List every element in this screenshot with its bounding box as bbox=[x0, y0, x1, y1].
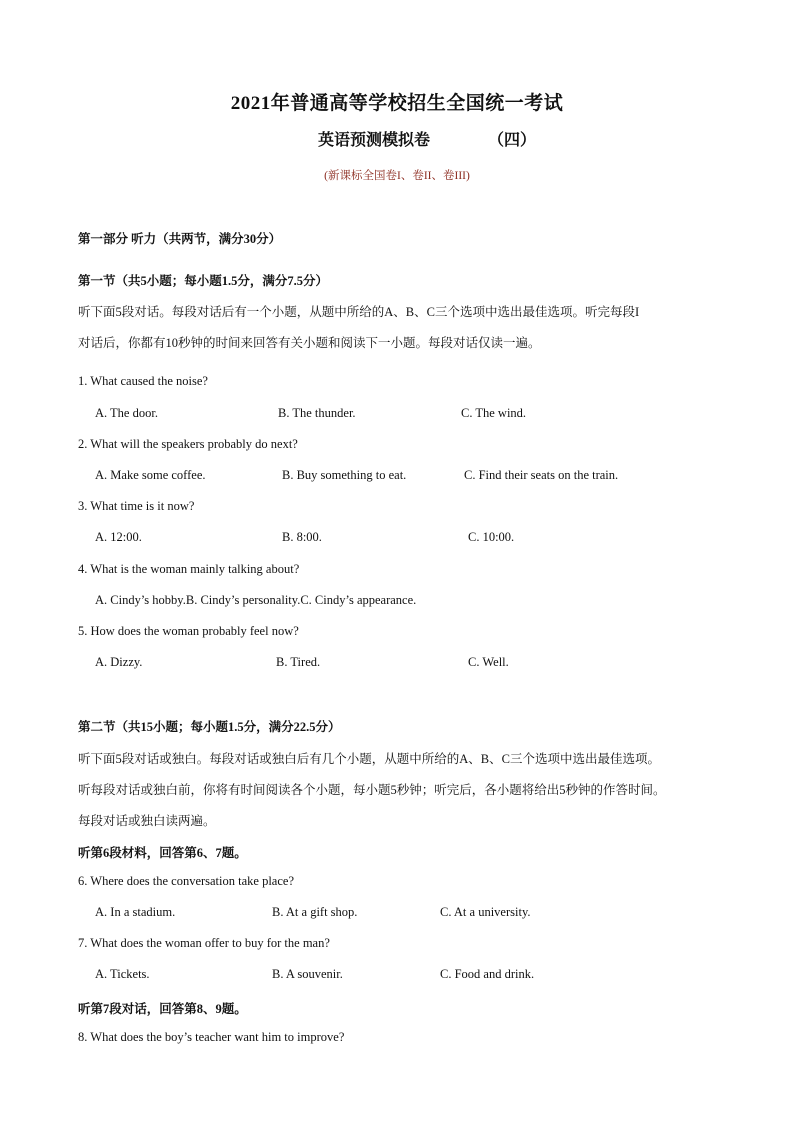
q5-option-c: C. Well. bbox=[468, 655, 509, 669]
section1-instruction-line1: 听下面5段对话。每段对话后有一个小题，从题中所给的A、B、C三个选项中选出最佳选项。听完每段I bbox=[78, 305, 640, 319]
q6-option-c: C. At a university. bbox=[440, 905, 531, 919]
q6-option-a: A. In a stadium. bbox=[95, 905, 176, 919]
question-2: 2. What will the speakers probably do next? bbox=[78, 437, 298, 451]
question-3: 3. What time is it now? bbox=[78, 499, 195, 513]
q2-option-b: B. Buy something to eat. bbox=[282, 468, 407, 482]
q7-option-c: C. Food and drink. bbox=[440, 967, 535, 981]
q1-option-b: B. The thunder. bbox=[278, 406, 356, 420]
q3-option-a: A. 12:00. bbox=[95, 530, 142, 544]
q6-option-b: B. At a gift shop. bbox=[272, 905, 358, 919]
q5-option-b: B. Tired. bbox=[276, 655, 321, 669]
q7-option-a: A. Tickets. bbox=[95, 967, 150, 981]
q2-option-c: C. Find their seats on the train. bbox=[464, 468, 619, 482]
section2-instruction-line2: 听每段对话或独白前，你将有时间阅读各个小题，每小题5秒钟；听完后，各小题将给出5秒钟的作答时间。 bbox=[78, 783, 666, 797]
question-5: 5. How does the woman probably feel now? bbox=[78, 624, 299, 638]
q1-option-c: C. The wind. bbox=[461, 406, 527, 420]
question-1: 1. What caused the noise? bbox=[78, 374, 208, 388]
section1-heading: 第一节（共5小题；每小题1.5分，满分7.5分） bbox=[78, 274, 329, 288]
q1-option-a: A. The door. bbox=[95, 406, 158, 420]
question-6: 6. Where does the conversation take place? bbox=[78, 874, 294, 888]
q5-option-a: A. Dizzy. bbox=[95, 655, 143, 669]
exam-volume: （四） bbox=[488, 132, 537, 149]
exam-subtitle: 英语预测模拟卷 bbox=[318, 132, 431, 149]
exam-title: 2021年普通高等学校招生全国统一考试 bbox=[230, 93, 564, 114]
question-4: 4. What is the woman mainly talking about? bbox=[78, 562, 300, 576]
q4-options: A. Cindy’s hobby.B. Cindy’s personality.C. Cindy’s appearance. bbox=[95, 593, 417, 607]
group-7-heading: 听第7段对话，回答第8、9题。 bbox=[78, 1002, 247, 1016]
exam-scope: (新课标全国卷I、卷II、卷III) bbox=[324, 170, 470, 182]
q7-option-b: B. A souvenir. bbox=[272, 967, 343, 981]
q3-option-c: C. 10:00. bbox=[468, 530, 515, 544]
group-6-heading: 听第6段材料，回答第6、7题。 bbox=[78, 846, 247, 860]
q2-option-a: A. Make some coffee. bbox=[95, 468, 206, 482]
section1-instruction-line2: 对话后，你都有10秒钟的时间来回答有关小题和阅读下一小题。每段对话仅读一遍。 bbox=[78, 336, 541, 350]
question-7: 7. What does the woman offer to buy for the man? bbox=[78, 936, 330, 950]
section2-heading: 第二节（共15小题；每小题1.5分，满分22.5分） bbox=[78, 720, 341, 734]
q3-option-b: B. 8:00. bbox=[282, 530, 322, 544]
section2-instruction-line1: 听下面5段对话或独白。每段对话或独白后有几个小题，从题中所给的A、B、C三个选项中选出最佳选项。 bbox=[78, 752, 660, 766]
section2-instruction-line3: 每段对话或独白读两遍。 bbox=[78, 814, 216, 828]
question-8: 8. What does the boy’s teacher want him to improve? bbox=[78, 1030, 345, 1044]
part1-heading: 第一部分 听力（共两节，满分30分） bbox=[78, 232, 282, 246]
